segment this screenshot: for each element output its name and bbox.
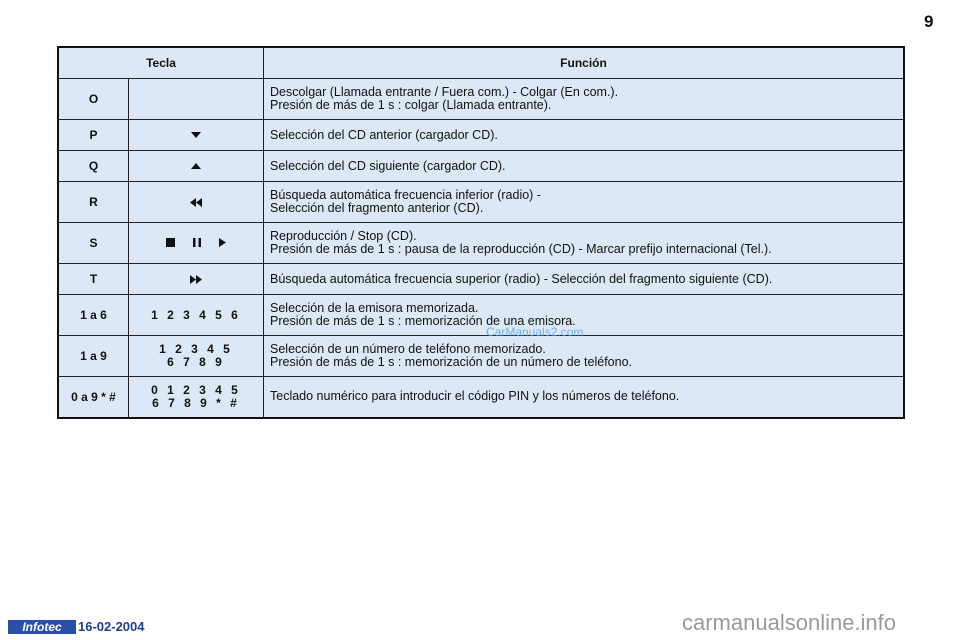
key-cell: 1 a 6 [58,295,129,336]
function-line: Teclado numérico para introducir el código PIN y los números de teléfono. [270,389,680,404]
table-row [58,336,904,377]
function-cell [264,377,905,418]
key-cell: P [58,120,129,151]
function-line: Selección de la emisora memorizada. [270,301,479,315]
symbol-cell [129,336,264,377]
function-line: Selección del CD anterior (cargador CD). [270,127,498,142]
function-cell [264,264,905,295]
symbol-line: 0 1 2 3 4 5 [151,382,241,397]
key-cell: 1 a 9 [58,336,129,377]
table-row [58,295,904,336]
function-cell [264,223,905,264]
function-line: Selección del fragmento anterior (CD). [270,201,484,215]
symbol-line: 1 2 3 4 5 [159,342,233,356]
function-line: Descolgar (Llamada entrante / Fuera com.) - Colgar (En com.). [270,85,619,99]
stop-icon [166,238,175,247]
function-line: Reproducción / Stop (CD). [270,229,417,243]
pause-icon [193,238,201,247]
table-row [58,264,904,295]
fast-forward-icon [190,275,202,284]
function-line: Presión de más de 1 s : memorización de una emisora. [270,314,576,328]
function-cell [264,336,905,377]
function-cell [264,182,905,223]
footer-site-watermark: carmanualsonline.info [682,610,897,635]
key-cell: Q [58,151,129,182]
symbol-cell [129,223,264,264]
rewind-icon [190,198,202,207]
key-cell: T [58,264,129,295]
triangle-up-icon [191,163,201,170]
key-function-table [57,46,905,419]
key-cell: S [58,223,129,264]
table-row [58,79,904,120]
function-cell [264,120,905,151]
symbol-line: 6 7 8 9 [167,355,225,369]
table-row [58,377,904,418]
symbol-cell [129,120,264,151]
function-cell [264,295,905,336]
symbol-cell [129,295,264,336]
function-line: Búsqueda automática frecuencia superior (radio) - Selección del fragmento siguiente (CD). [270,271,773,286]
function-line: Búsqueda automática frecuencia inferior (radio) - [270,188,541,202]
function-line: Presión de más de 1 s : memorización de un número de teléfono. [270,355,633,369]
key-cell: O [58,79,129,120]
header-function: Función [264,47,905,79]
infotec-logo: Infotec [8,620,76,634]
symbol-line: 1 2 3 4 5 6 [151,307,241,322]
table-row [58,151,904,182]
table-row [58,182,904,223]
function-line: Presión de más de 1 s : pausa de la reproducción (CD) - Marcar prefijo internacional (Tel.). [270,242,772,256]
function-line: Selección de un número de teléfono memorizado. [270,342,546,356]
function-line: Presión de más de 1 s : colgar (Llamada entrante). [270,98,552,112]
key-cell: R [58,182,129,223]
page-number: 9 [924,12,934,31]
function-cell [264,151,905,182]
symbol-cell [129,151,264,182]
symbol-cell [129,182,264,223]
watermark: CarManuals2.com [486,325,584,339]
table-row [58,223,904,264]
play-icon [219,238,226,247]
function-line: Selección del CD siguiente (cargador CD). [270,158,506,173]
symbol-line: 6 7 8 9 * # [152,395,240,410]
symbol-cell [129,264,264,295]
function-cell [264,79,905,120]
symbol-cell [129,377,264,418]
table-row [58,120,904,151]
header-key: Tecla [58,47,264,79]
symbol-cell [129,79,264,120]
footer-date: 16-02-2004 [78,619,145,634]
key-cell: 0 a 9 * # [58,377,129,418]
triangle-down-icon [191,132,201,139]
